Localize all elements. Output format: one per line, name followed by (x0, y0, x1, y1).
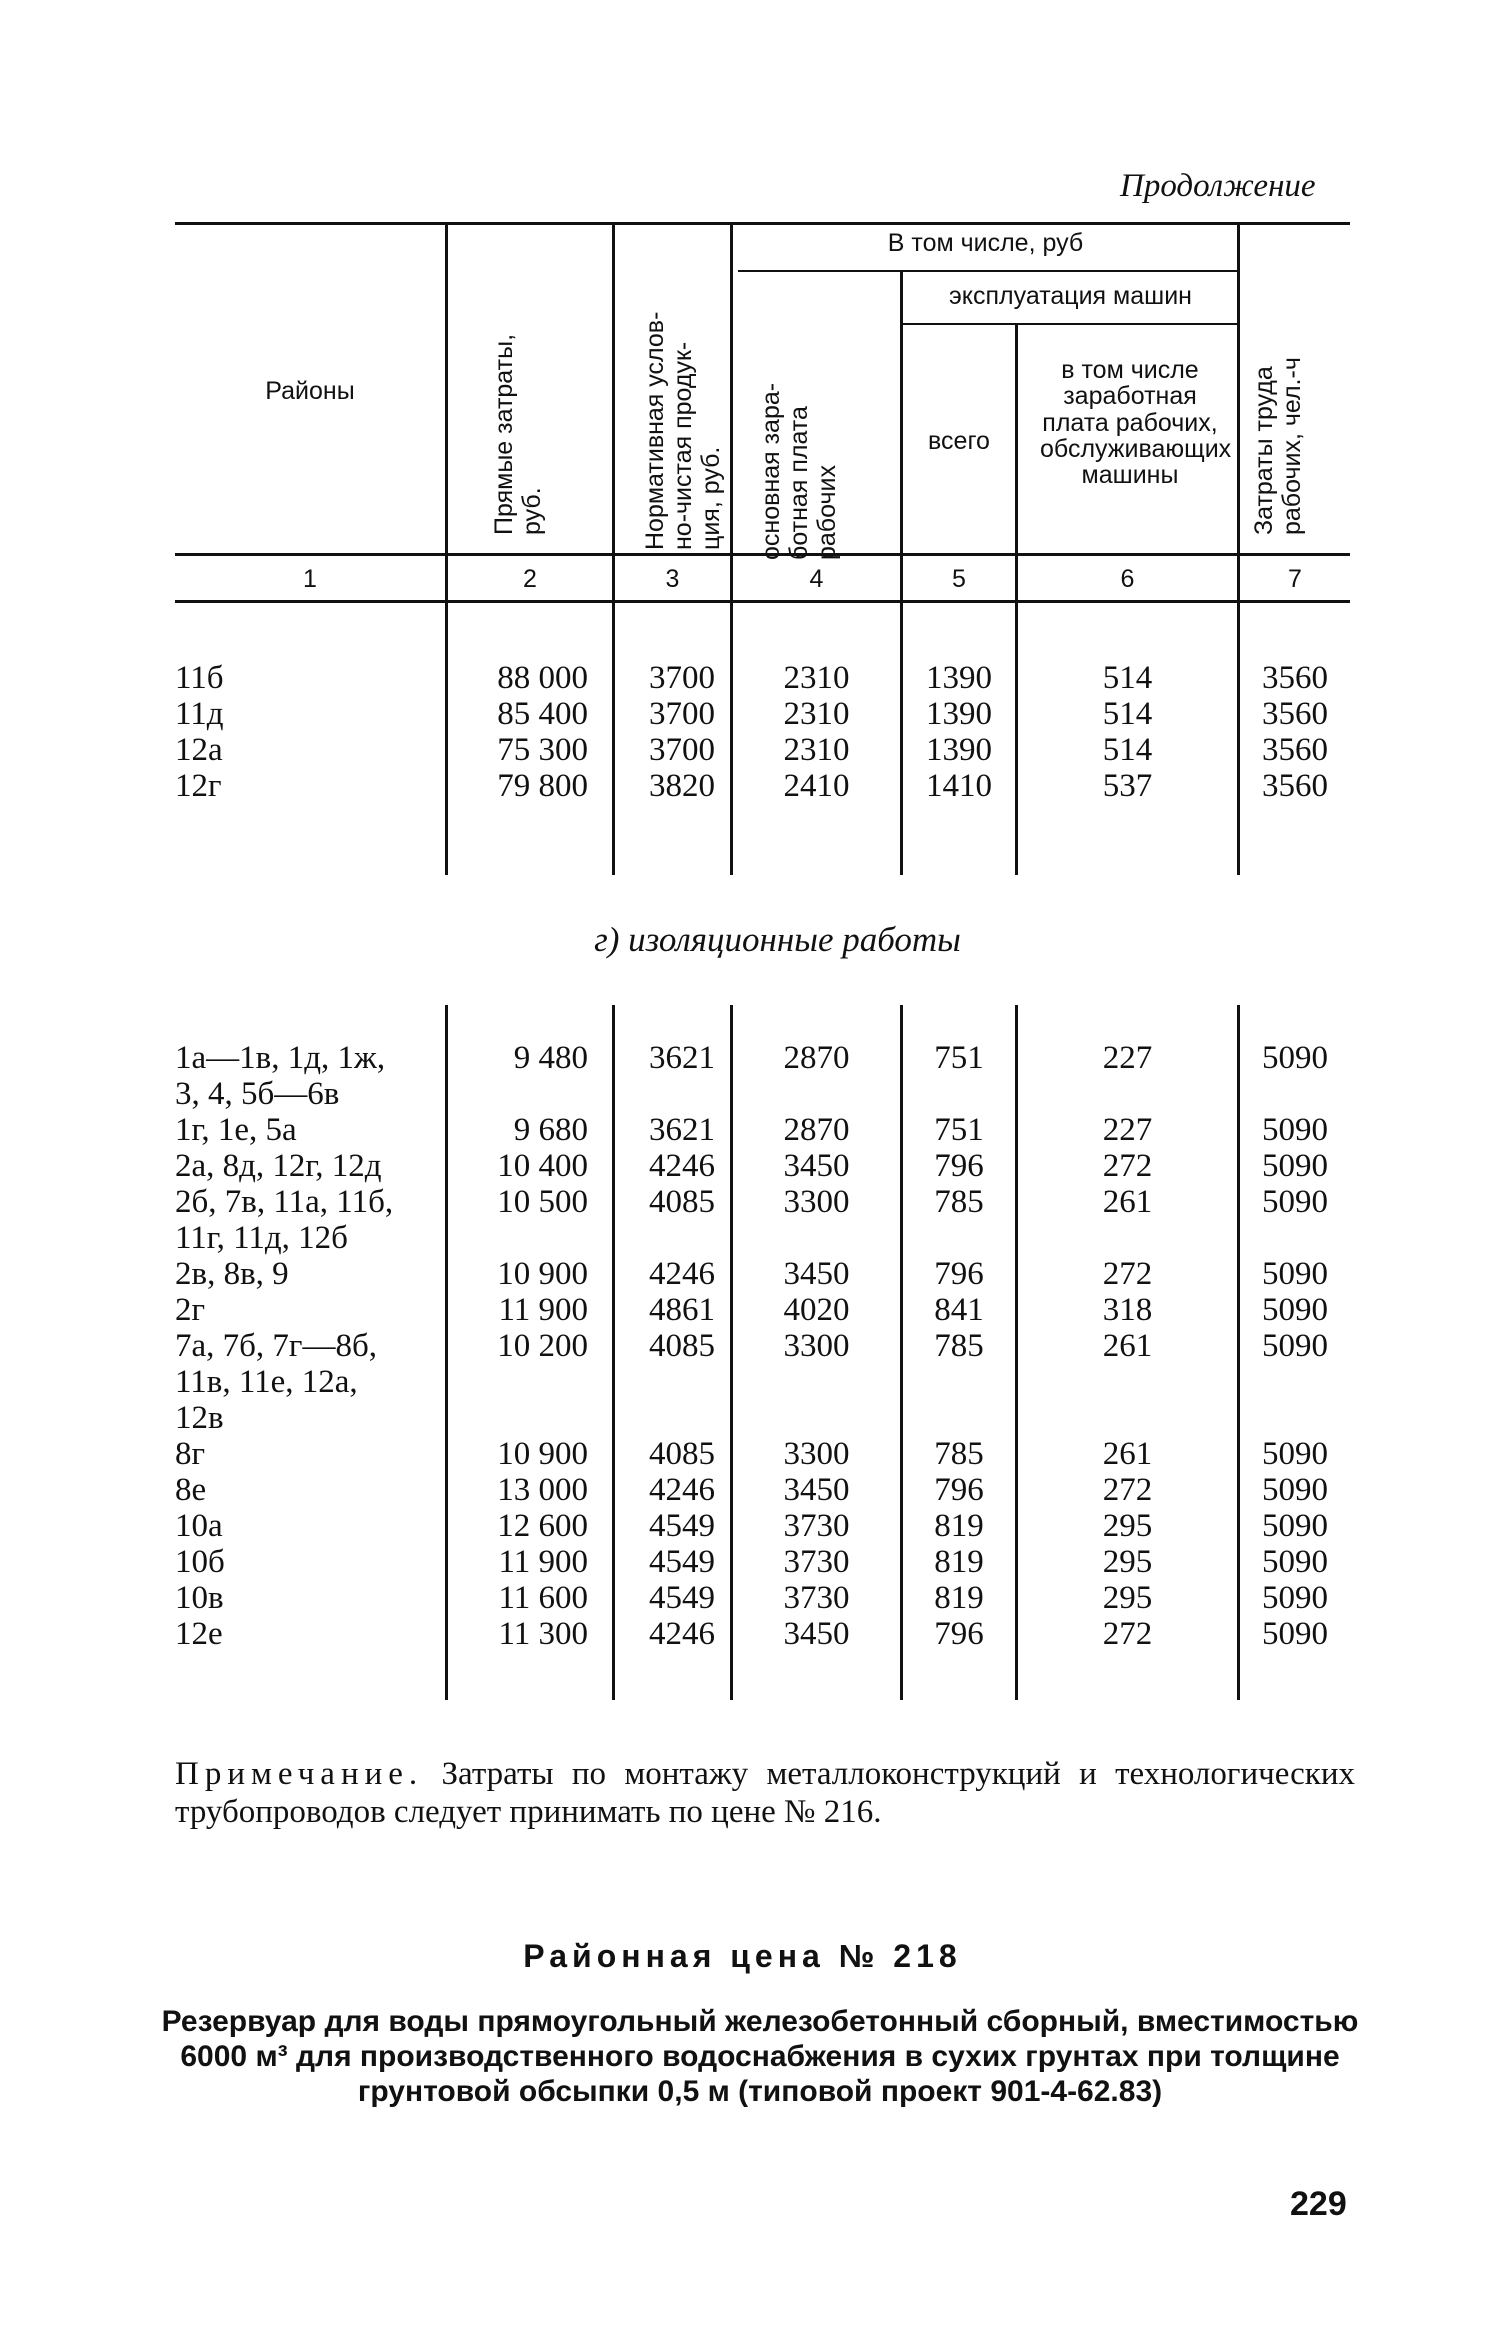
table-cell: 9 480 (513, 1040, 588, 1076)
table-cell: 2310 (783, 660, 850, 696)
table-cell: 4246 (649, 1148, 715, 1184)
table-cell: 227 (1102, 1040, 1153, 1076)
table-cell: 5090 (1262, 1112, 1328, 1148)
table-cell: 3450 (783, 1148, 850, 1184)
district-label: 8е (175, 1472, 207, 1508)
table-cell: 318 (1102, 1292, 1153, 1328)
table-cell: 10 500 (497, 1184, 588, 1220)
header-rule-machines (900, 323, 1238, 325)
header-normative: Нормативная услов- но-чистая продук- ция, руб. (641, 311, 725, 550)
table-cell: 3700 (649, 732, 715, 768)
table-cell: 1390 (926, 696, 992, 732)
table-cell: 2310 (783, 696, 850, 732)
table-cell: 75 300 (497, 732, 588, 768)
table-top-rule (175, 222, 1350, 225)
table-cell: 3730 (783, 1544, 850, 1580)
table-cell: 295 (1102, 1544, 1153, 1580)
table-cell: 514 (1102, 732, 1153, 768)
table-cell: 10 900 (497, 1436, 588, 1472)
table-cell: 751 (934, 1112, 984, 1148)
table-cell: 3450 (783, 1472, 850, 1508)
district-label: 1г, 1е, 5а (175, 1112, 297, 1148)
table-cell: 261 (1102, 1184, 1153, 1220)
table-cell: 4549 (649, 1544, 715, 1580)
table-cell: 5090 (1262, 1580, 1328, 1616)
colnum-7: 7 (1288, 565, 1302, 593)
table-cell: 514 (1102, 660, 1153, 696)
colnum-bottom-rule (175, 600, 1350, 603)
table-cell: 85 400 (497, 696, 588, 732)
table-cell: 796 (934, 1148, 984, 1184)
table-cell: 227 (1102, 1112, 1153, 1148)
colnum-6: 6 (1120, 565, 1135, 593)
table-cell: 751 (934, 1040, 984, 1076)
colnum-2: 2 (523, 565, 537, 593)
table-cell: 3820 (649, 768, 715, 804)
table-cell: 5090 (1262, 1328, 1328, 1364)
table-cell: 295 (1102, 1580, 1153, 1616)
table-cell: 261 (1102, 1328, 1153, 1364)
table-cell: 785 (934, 1436, 984, 1472)
note-label: Примечание. (175, 1756, 424, 1792)
table-cell: 3621 (649, 1112, 715, 1148)
table-cell: 272 (1102, 1616, 1153, 1652)
district-label: 10а (175, 1508, 223, 1544)
table-cell: 272 (1102, 1256, 1153, 1292)
table-cell: 4085 (649, 1436, 715, 1472)
header-base-salary: основная зара- ботная плата рабочих (757, 382, 841, 560)
district-label: 11г, 11д, 12б (175, 1220, 348, 1256)
table-cell: 4085 (649, 1184, 715, 1220)
table-cell: 12 600 (497, 1508, 588, 1544)
table-cell: 9 680 (513, 1112, 588, 1148)
section-title: г) изоляционные работы (594, 920, 961, 959)
table-cell: 79 800 (497, 768, 588, 804)
table-cell: 5090 (1262, 1148, 1328, 1184)
district-label: 11б (175, 660, 224, 696)
header-machine-operation: эксплуатация машин (949, 282, 1192, 310)
table-cell: 819 (934, 1580, 984, 1616)
table-cell: 3300 (783, 1184, 850, 1220)
table-cell: 3560 (1262, 660, 1328, 696)
district-label: 2а, 8д, 12г, 12д (175, 1148, 382, 1184)
table-cell: 537 (1102, 768, 1153, 804)
table-cell: 4861 (649, 1292, 715, 1328)
table-cell: 3560 (1262, 696, 1328, 732)
table-cell: 796 (934, 1472, 984, 1508)
table-cell: 11 900 (498, 1292, 588, 1328)
table-cell: 3730 (783, 1508, 850, 1544)
table-cell: 4246 (649, 1616, 715, 1652)
table-cell: 3450 (783, 1256, 850, 1292)
note (175, 1755, 1355, 1831)
table-cell: 5090 (1262, 1472, 1328, 1508)
header-including: В том числе, руб (887, 229, 1084, 257)
table-cell: 5090 (1262, 1544, 1328, 1580)
colnum-5: 5 (952, 565, 966, 593)
table-cell: 2410 (783, 768, 850, 804)
table-cell: 10 900 (497, 1256, 588, 1292)
table-cell: 5090 (1262, 1292, 1328, 1328)
table-cell: 11 900 (498, 1544, 588, 1580)
table-cell: 1410 (926, 768, 992, 804)
price-title: Районная цена № 218 (523, 1938, 962, 1974)
district-label: 8г (175, 1436, 206, 1472)
continuation-label: Продолжение (1120, 168, 1316, 204)
district-label: 2в, 8в, 9 (175, 1256, 289, 1292)
table-cell: 3621 (649, 1040, 715, 1076)
district-label: 11в, 11е, 12а, (175, 1364, 358, 1400)
table-cell: 819 (934, 1508, 984, 1544)
table-cell: 10 200 (497, 1328, 588, 1364)
table-cell: 3700 (649, 660, 715, 696)
page-number: 229 (1290, 2185, 1347, 2223)
table-cell: 272 (1102, 1148, 1153, 1184)
header-labor-costs: Затраты труда рабочих, чел.-ч (1250, 357, 1306, 535)
table-cell: 1390 (926, 660, 992, 696)
table-cell: 88 000 (497, 660, 588, 696)
table-cell: 4549 (649, 1508, 715, 1544)
table-cell: 11 300 (498, 1616, 588, 1652)
table-cell: 5090 (1262, 1184, 1328, 1220)
table-cell: 4085 (649, 1328, 715, 1364)
district-label: 2б, 7в, 11а, 11б, (175, 1184, 394, 1220)
table-cell: 3730 (783, 1580, 850, 1616)
table-cell: 2870 (783, 1112, 850, 1148)
table-cell: 13 000 (497, 1472, 588, 1508)
table-cell: 4020 (783, 1292, 850, 1328)
table-cell: 3300 (783, 1328, 850, 1364)
header-direct-costs: Прямые затраты, руб. (490, 333, 546, 535)
table-cell: 3560 (1262, 768, 1328, 804)
table-cell: 10 400 (497, 1148, 588, 1184)
table-cell: 796 (934, 1616, 984, 1652)
district-label: 3, 4, 5б—6в (175, 1076, 340, 1112)
header-including-salary: в том числе заработная плата рабочих, обслуживающих машины (1040, 356, 1232, 489)
table-cell: 4549 (649, 1580, 715, 1616)
table-cell: 2310 (783, 732, 850, 768)
colnum-3: 3 (665, 565, 680, 593)
district-label: 12г (175, 768, 222, 804)
table-cell: 514 (1102, 696, 1153, 732)
table-cell: 1390 (926, 732, 992, 768)
district-label: 11д (175, 696, 224, 732)
table-cell: 295 (1102, 1508, 1153, 1544)
table-cell: 5090 (1262, 1436, 1328, 1472)
table-cell: 3450 (783, 1616, 850, 1652)
colnum-1: 1 (303, 565, 317, 593)
table-cell: 841 (934, 1292, 984, 1328)
district-label: 7а, 7б, 7г—8б, (175, 1328, 378, 1364)
header-districts: Районы (265, 377, 355, 405)
table-cell: 3700 (649, 696, 715, 732)
district-label: 1а—1в, 1д, 1ж, (175, 1040, 386, 1076)
header-total: всего (928, 427, 990, 455)
table-cell: 2870 (783, 1040, 850, 1076)
table-cell: 5090 (1262, 1616, 1328, 1652)
table-cell: 3300 (783, 1436, 850, 1472)
table-cell: 272 (1102, 1472, 1153, 1508)
district-label: 2г (175, 1292, 206, 1328)
colnum-4: 4 (809, 565, 824, 593)
district-label: 10в (175, 1580, 224, 1616)
header-rule-including (738, 270, 1238, 272)
district-label: 10б (175, 1544, 225, 1580)
table-cell: 3560 (1262, 732, 1328, 768)
table-cell: 4246 (649, 1256, 715, 1292)
table-cell: 785 (934, 1184, 984, 1220)
table-cell: 785 (934, 1328, 984, 1364)
table-cell: 261 (1102, 1436, 1153, 1472)
table-cell: 819 (934, 1544, 984, 1580)
price-description: Резервуар для воды прямоугольный железобетонный сборный, вместимостью 6000 м³ для производственного водоснабжения в сухих грунтах при толщине грунтовой обсыпки 0,5 м (типовой проект 901-4-62.83) (161, 2005, 1359, 2108)
district-label: 12е (175, 1616, 223, 1652)
table-cell: 5090 (1262, 1508, 1328, 1544)
note-text: Затраты по монтажу металлоконструкций и технологических трубопроводов следует принимать по цене № 216. (175, 1756, 1356, 1830)
table-cell: 4246 (649, 1472, 715, 1508)
table-cell: 796 (934, 1256, 984, 1292)
district-label: 12в (175, 1400, 224, 1436)
district-label: 12а (175, 732, 223, 768)
table-cell: 5090 (1262, 1040, 1328, 1076)
table-cell: 5090 (1262, 1256, 1328, 1292)
table-cell: 11 600 (498, 1580, 588, 1616)
